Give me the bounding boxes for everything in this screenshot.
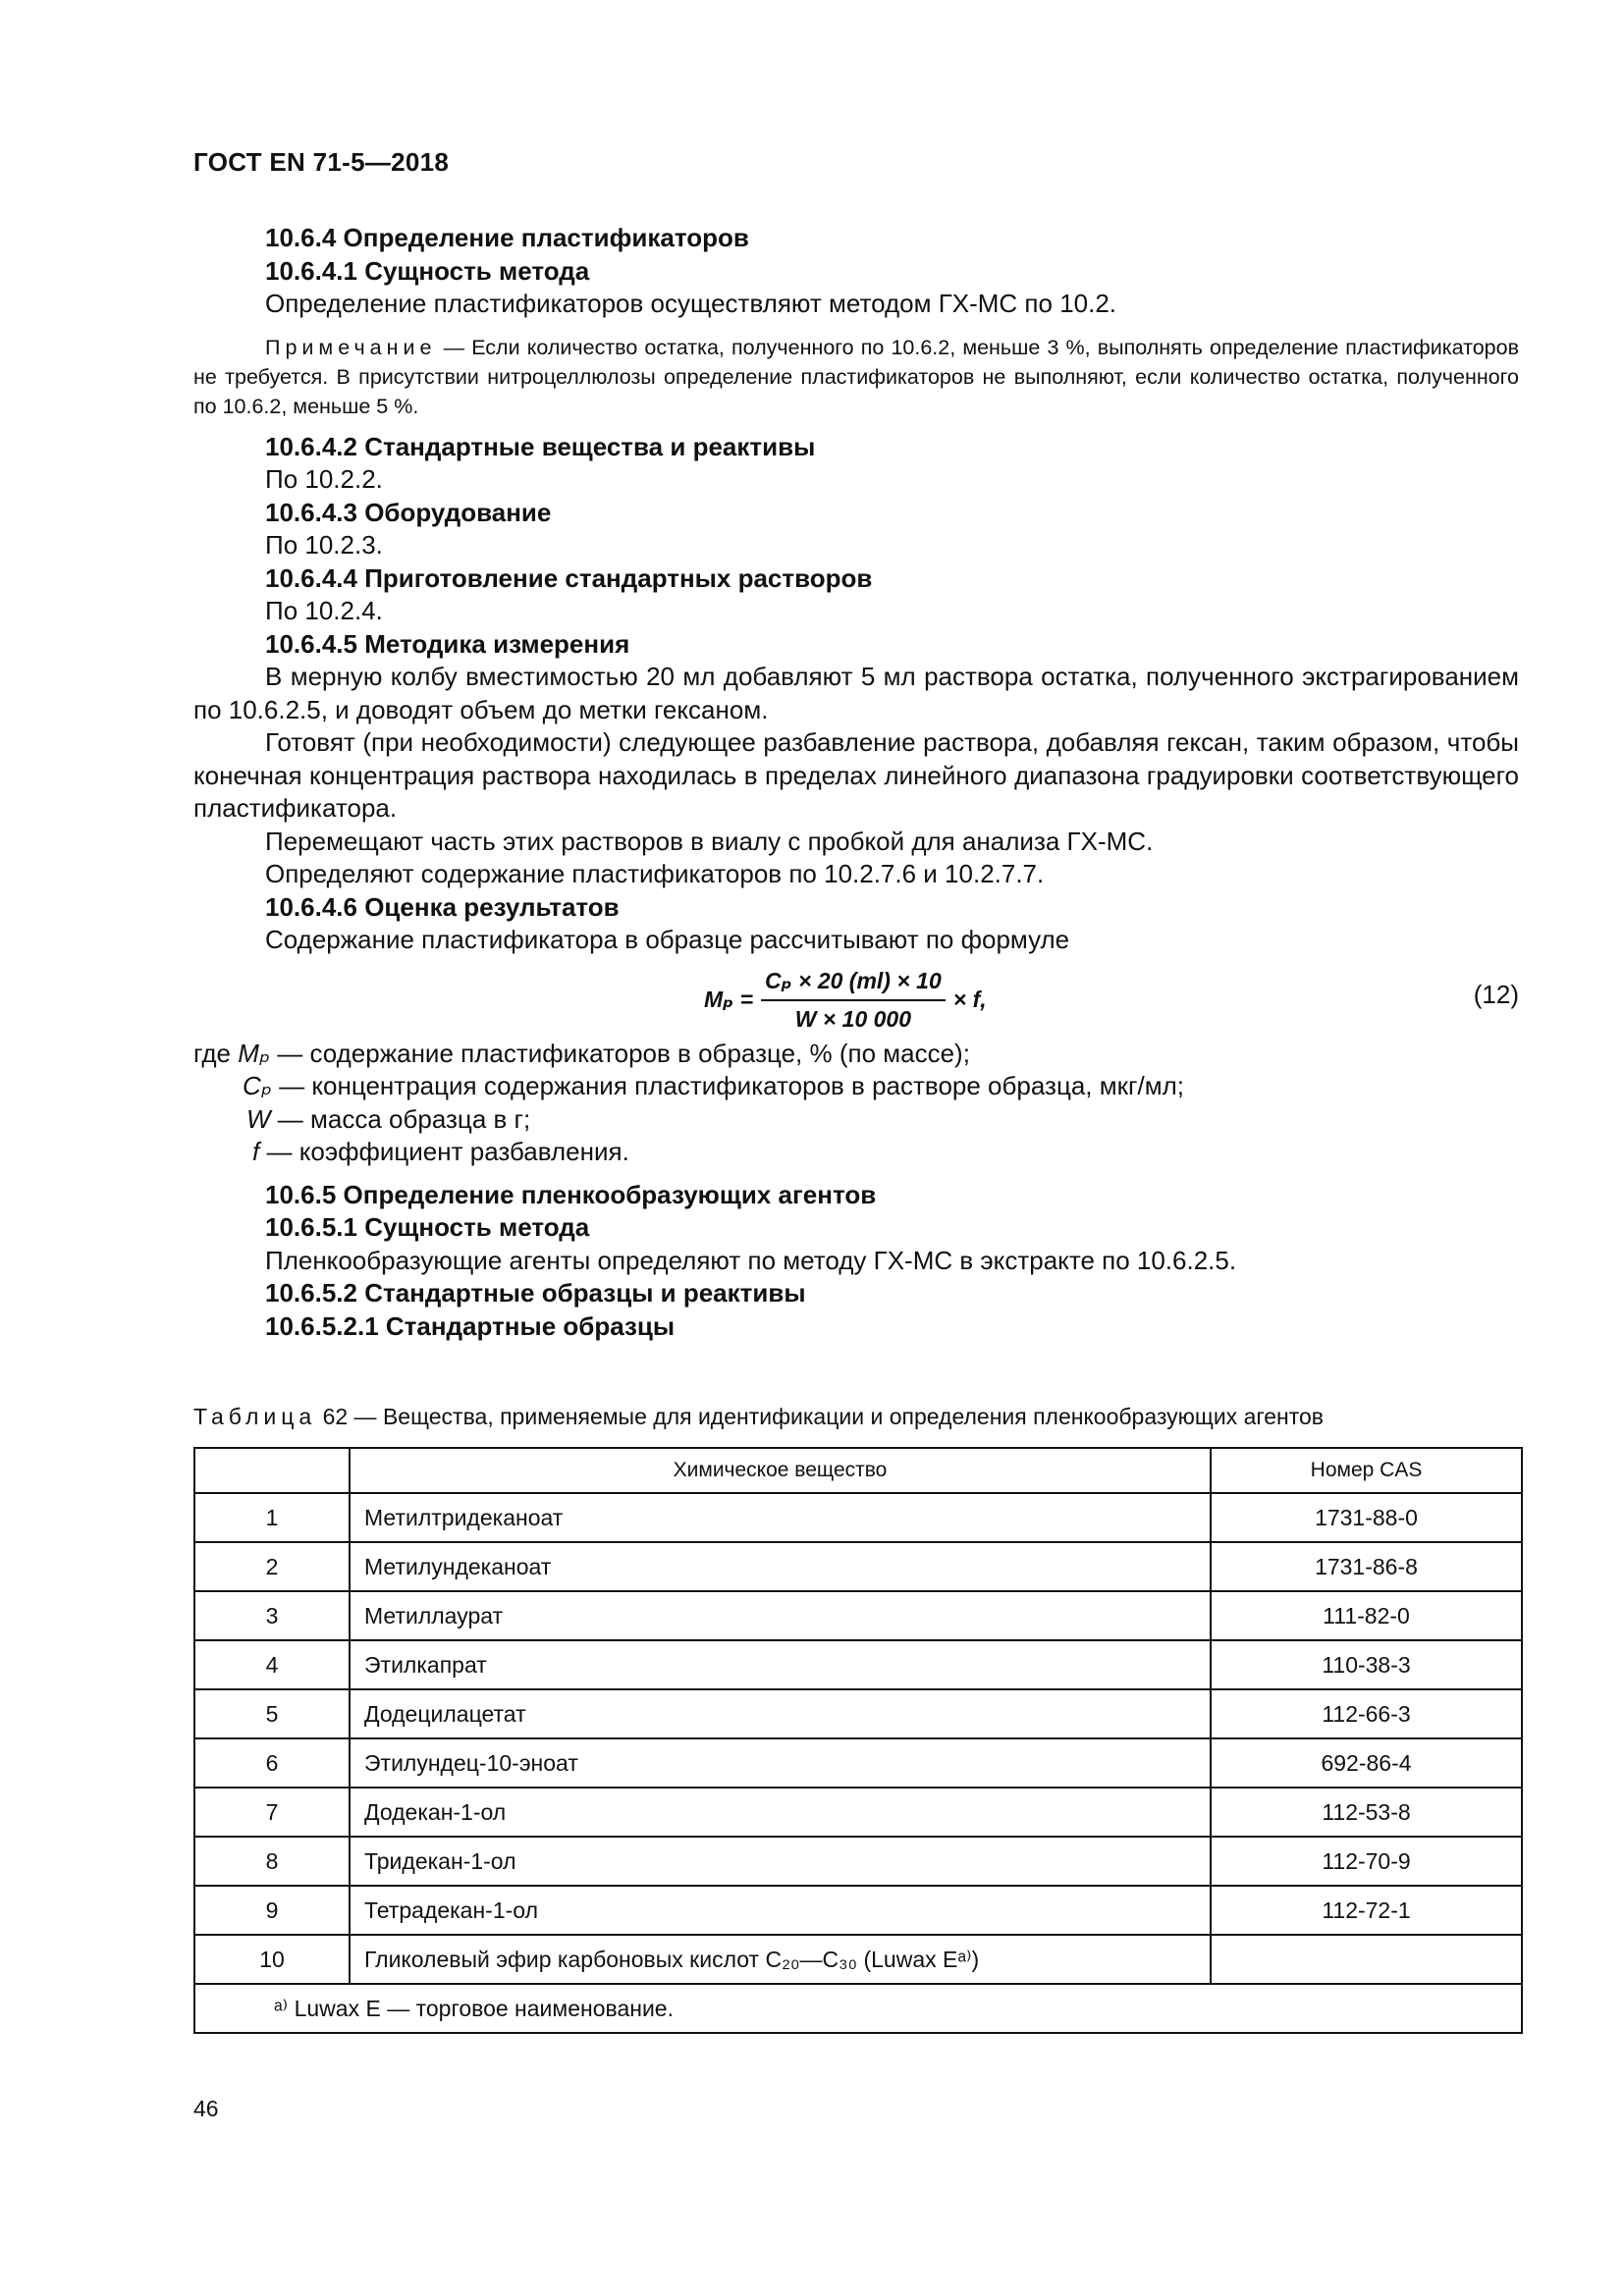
formula-tail: × f, <box>952 987 987 1013</box>
table-row <box>194 1493 1522 1542</box>
row-cas: 1731-88-0 <box>1211 1493 1522 1542</box>
formula-number: (12) <box>1473 979 1519 1009</box>
document-header: ГОСТ EN 71-5—2018 <box>193 147 450 177</box>
legend-text: — коэффициент разбавления. <box>266 1137 629 1166</box>
section-10-6-4-3-text: По 10.2.3. <box>265 530 383 560</box>
row-index: 1 <box>194 1493 350 1542</box>
header-cell-substance: Химическое вещество <box>350 1448 1211 1493</box>
table-row <box>194 1738 1522 1788</box>
row-index: 10 <box>194 1935 350 1984</box>
section-10-6-4-5-paragraph-3: Перемещают часть этих растворов в виалу с пробкой для анализа ГХ-МС. <box>265 826 1154 856</box>
formula-expression <box>704 965 987 1037</box>
row-index: 5 <box>194 1689 350 1738</box>
legend-symbol: W <box>246 1103 271 1134</box>
section-10-6-5-1-title: 10.6.5.1 Сущность метода <box>265 1212 590 1242</box>
table-row <box>194 1591 1522 1640</box>
row-substance: Гликолевый эфир карбоновых кислот C₂₀—C₃₀ (Luwax Eᵃ⁾) <box>350 1935 1211 1984</box>
formula-denominator: W × 10 000 <box>794 1006 912 1032</box>
row-cas <box>1211 1935 1522 1984</box>
table-row <box>194 1935 1522 1984</box>
note-paragraph <box>193 333 1519 421</box>
legend-row <box>193 1136 1519 1169</box>
row-substance: Метилтридеканоат <box>350 1493 1211 1542</box>
row-substance: Этилкапрат <box>350 1640 1211 1689</box>
substances-table <box>193 1447 1523 2034</box>
legend-text: — концентрация содержания пластификаторов в растворе образца, мкг/мл; <box>279 1071 1184 1100</box>
header-cell-cas: Номер CAS <box>1211 1448 1522 1493</box>
section-10-6-4-1-title: 10.6.4.1 Сущность метода <box>265 255 590 286</box>
section-10-6-4-5-paragraph-2: Готовят (при необходимости) следующее разбавление раствора, добавляя гексан, таким образом, чтобы конечная концентрация раствора находилась в пределах линейного диапазона градуировки соответствующего пластификатора. <box>193 727 1519 823</box>
row-index: 9 <box>194 1886 350 1935</box>
row-substance: Додекан-1-ол <box>350 1788 1211 1837</box>
row-cas: 111-82-0 <box>1211 1591 1522 1640</box>
row-substance: Тетрадекан-1-ол <box>350 1886 1211 1935</box>
section-10-6-5-2-1-title: 10.6.5.2.1 Стандартные образцы <box>265 1310 676 1341</box>
row-index: 4 <box>194 1640 350 1689</box>
section-10-6-5-1-text: Пленкообразующие агенты определяют по методу ГХ-МС в экстракте по 10.6.2.5. <box>265 1245 1237 1275</box>
legend-text: — масса образца в г; <box>277 1103 531 1134</box>
formula-lhs: Mₚ = <box>704 987 753 1013</box>
row-index: 6 <box>194 1738 350 1788</box>
table-caption <box>193 1404 1324 1430</box>
legend-row <box>193 1103 1519 1137</box>
legend-lead: где <box>193 1038 231 1068</box>
row-cas: 112-72-1 <box>1211 1886 1522 1935</box>
table-caption-label: Таблица <box>193 1404 317 1429</box>
row-cas: 1731-86-8 <box>1211 1542 1522 1591</box>
table-footnote: ᵃ⁾ Luwax E — торговое наименование. <box>194 1984 1522 2033</box>
section-10-6-5-title: 10.6.5 Определение пленкообразующих агентов <box>265 1179 877 1209</box>
table-row <box>194 1689 1522 1738</box>
row-cas: 112-53-8 <box>1211 1788 1522 1837</box>
row-substance: Метилундеканоат <box>350 1542 1211 1591</box>
row-substance: Додецилацетат <box>350 1689 1211 1738</box>
row-substance: Этилундец-10-эноат <box>350 1738 1211 1788</box>
section-10-6-4-4-text: По 10.2.4. <box>265 596 383 625</box>
row-cas: 112-66-3 <box>1211 1689 1522 1738</box>
legend-symbol: Cₚ <box>243 1071 272 1100</box>
note-label: Примечание <box>265 335 437 359</box>
row-substance: Метиллаурат <box>350 1591 1211 1640</box>
page-number: 46 <box>193 2096 219 2121</box>
row-index: 7 <box>194 1788 350 1837</box>
table-row <box>194 1788 1522 1837</box>
legend-row <box>193 1070 1519 1103</box>
row-cas: 110-38-3 <box>1211 1640 1522 1689</box>
section-10-6-4-6-text: Содержание пластификатора в образце рассчитывают по формуле <box>265 925 1070 954</box>
row-index: 3 <box>194 1591 350 1640</box>
legend-text: — содержание пластификаторов в образце, % (по массе); <box>277 1038 970 1068</box>
section-10-6-4-1-text: Определение пластификаторов осуществляют методом ГХ-МС по 10.2. <box>265 289 1117 318</box>
document-body <box>193 222 1519 1343</box>
table-footnote-row <box>194 1984 1522 2033</box>
formula-legend <box>193 1038 1519 1169</box>
table-row <box>194 1542 1522 1591</box>
section-10-6-4-title: 10.6.4 Определение пластификаторов <box>265 223 749 252</box>
section-10-6-4-5-paragraph-4: Определяют содержание пластификаторов по 10.2.7.6 и 10.2.7.7. <box>265 859 1045 888</box>
section-10-6-4-3-title: 10.6.4.3 Оборудование <box>265 497 552 527</box>
row-cas: 112-70-9 <box>1211 1837 1522 1886</box>
legend-symbol: Mₚ <box>238 1038 270 1068</box>
section-10-6-4-5-paragraph-1: В мерную колбу вместимостью 20 мл добавляют 5 мл раствора остатка, полученного экстрагированием по 10.6.2.5, и доводят объем до метки гексаном. <box>193 662 1519 724</box>
row-index: 2 <box>194 1542 350 1591</box>
formula-fraction <box>761 965 946 1037</box>
section-10-6-4-2-title: 10.6.4.2 Стандартные вещества и реактивы <box>265 431 816 461</box>
table-header-row <box>194 1448 1522 1493</box>
table-row <box>194 1837 1522 1886</box>
table-row <box>194 1886 1522 1935</box>
section-10-6-4-5-title: 10.6.4.5 Методика измерения <box>265 628 630 659</box>
formula-12 <box>193 965 1519 1034</box>
header-cell-index <box>194 1448 350 1493</box>
section-10-6-4-6-title: 10.6.4.6 Оценка результатов <box>265 891 620 922</box>
table-caption-text: 62 — Вещества, применяемые для идентификации и определения пленкообразующих агентов <box>316 1404 1325 1429</box>
section-10-6-4-2-text: По 10.2.2. <box>265 464 383 494</box>
legend-symbol: f <box>252 1137 260 1166</box>
table-row <box>194 1640 1522 1689</box>
row-cas: 692-86-4 <box>1211 1738 1522 1788</box>
section-10-6-5-2-title: 10.6.5.2 Стандартные образцы и реактивы <box>265 1278 806 1308</box>
row-index: 8 <box>194 1837 350 1886</box>
row-substance: Тридекан-1-ол <box>350 1837 1211 1886</box>
legend-row <box>193 1038 1519 1071</box>
section-10-6-4-4-title: 10.6.4.4 Приготовление стандартных растворов <box>265 562 873 593</box>
note-text: — Если количество остатка, полученного по 10.6.2, меньше 3 %, выполнять определение пластификаторов не требуется. В присутствии нитроцеллюлозы определение пластификаторов не выполняют, если количество остатка, полученного по 10.6.2, меньше 5 %. <box>193 335 1519 418</box>
formula-numerator: Cₚ × 20 (ml) × 10 <box>761 965 946 1002</box>
